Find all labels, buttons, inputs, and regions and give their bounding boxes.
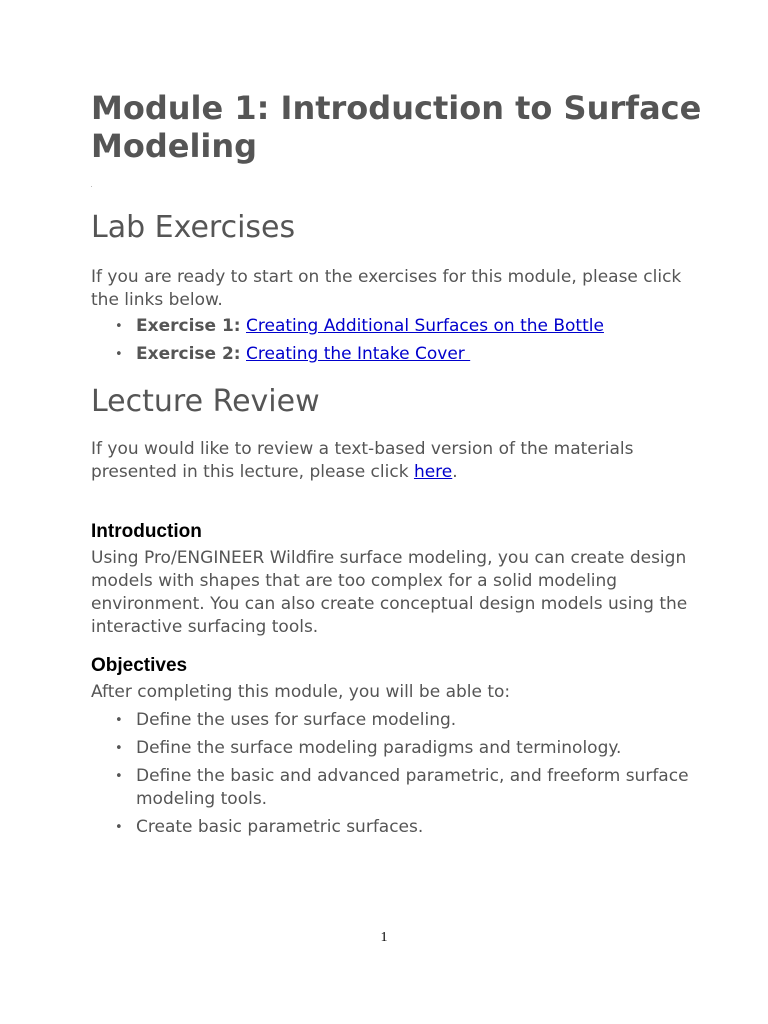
lab-intro-text: If you are ready to start on the exercises for this module, please click the links below. — [91, 267, 682, 310]
objective-4-text: Create basic parametric surfaces. — [136, 817, 424, 837]
objectives-list — [91, 709, 711, 844]
exercise-1-link[interactable]: Creating Additional Surfaces on the Bottle — [246, 316, 604, 336]
objective-1-text: Define the uses for surface modeling. — [136, 710, 457, 730]
bullet-icon: • — [115, 319, 123, 334]
separator-dot — [91, 186, 92, 187]
exercise-2-label: Exercise 2: — [136, 344, 241, 364]
lecture-review-text — [91, 438, 711, 484]
exercise-item-2 — [91, 343, 711, 366]
introduction-heading: Introduction — [91, 521, 202, 542]
lab-exercises-heading: Lab Exercises — [91, 210, 296, 245]
objective-item-1 — [91, 709, 711, 732]
objectives-heading: Objectives — [91, 655, 188, 676]
review-text-before: If you would like to review a text-based version of the materials presented in this lecture, please click — [91, 439, 634, 482]
objectives-intro-text: After completing this module, you will be able to: — [91, 682, 511, 702]
exercise-1-label: Exercise 1: — [136, 316, 241, 336]
exercise-2-link[interactable]: Creating the Intake Cover — [246, 344, 471, 364]
objective-3-text: Define the basic and advanced parametric, and freeform surface modeling tools. — [136, 766, 689, 809]
bullet-icon: • — [115, 713, 123, 728]
introduction-text: Using Pro/ENGINEER Wildfire surface modeling, you can create design models with shapes that are too complex for a solid modeling environment. You can also create conceptual design models using the interactive surfacing tools. — [91, 548, 688, 637]
objective-item-4 — [91, 816, 711, 839]
page-number: 1 — [380, 930, 388, 945]
exercise-list — [91, 315, 711, 371]
objective-item-2 — [91, 737, 711, 760]
lecture-review-heading: Lecture Review — [91, 384, 320, 419]
exercise-item-1 — [91, 315, 711, 338]
bullet-icon: • — [115, 741, 123, 756]
bullet-icon: • — [115, 820, 123, 835]
module-title: Module 1: Introduction to Surface Modeling — [91, 89, 702, 165]
review-here-link[interactable]: here — [413, 462, 453, 482]
bullet-icon: • — [115, 769, 123, 784]
objective-2-text: Define the surface modeling paradigms and terminology. — [136, 738, 622, 758]
objective-item-3 — [91, 765, 711, 811]
bullet-icon: • — [115, 347, 123, 362]
review-text-after: . — [452, 462, 458, 482]
